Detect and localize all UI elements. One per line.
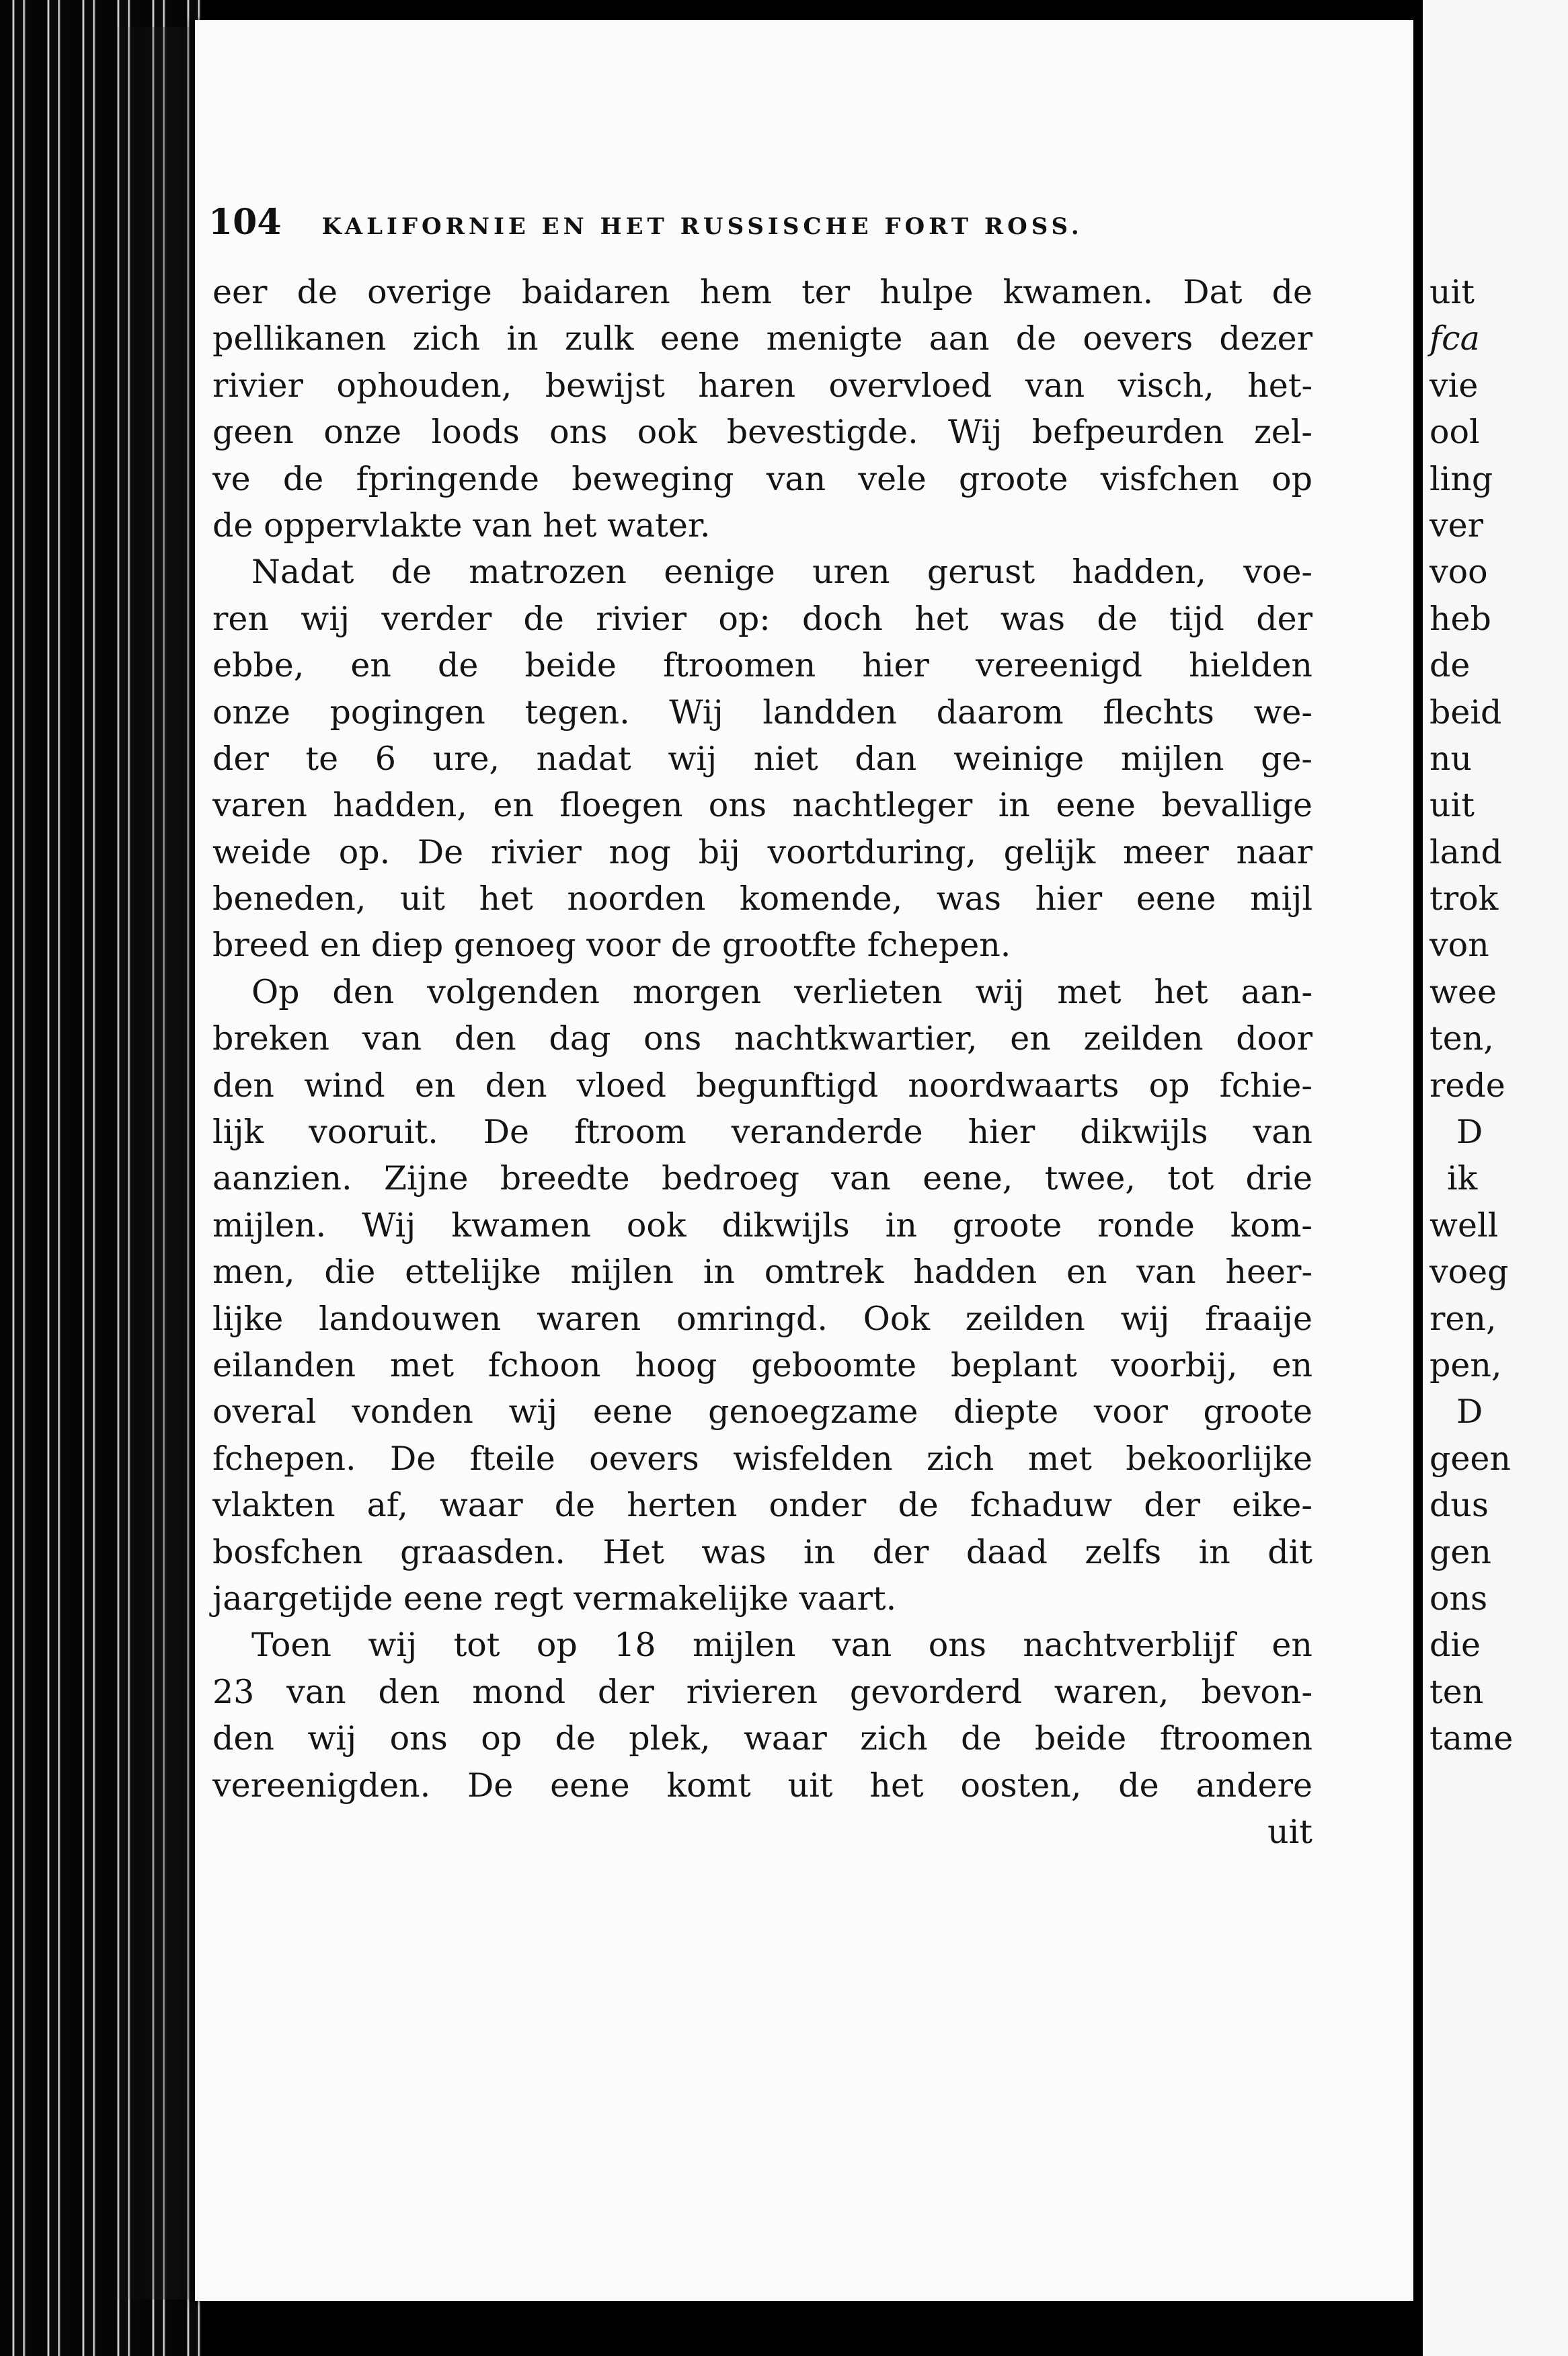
text-line: vereenigden. De eene komt uit het oosten, de andere [212,1766,1312,1805]
page-stack-shadow [108,27,208,2300]
facing-line: fca [1429,319,1480,358]
text-line: lijke landouwen waren omringd. Ook zeilden wij fraaije [212,1299,1312,1338]
text-line: geen onze loods ons ook bevestigde. Wij befpeurden zel- [212,413,1312,452]
text-line: aanzien. Zijne breedte bedroeg van eene, twee, tot drie [212,1159,1312,1198]
catchword: uit [1267,1812,1312,1851]
text-line: den wij ons op de plek, waar zich de beide ftroomen [212,1719,1312,1758]
facing-line: geen [1429,1439,1511,1478]
facing-line: ons [1429,1579,1488,1618]
running-title: KALIFORNIE EN HET RUSSISCHE FORT ROSS. [321,213,1083,240]
text-line: rivier ophouden, bewijst haren overvloed van visch, het- [212,366,1312,405]
text-line: weide op. De rivier nog bij voortduring, gelijk meer naar [212,832,1312,871]
text-line: breed en diep genoeg voor de grootfte fchepen. [212,926,1011,965]
facing-line: de [1429,646,1471,685]
text-line: men, die ettelijke mijlen in omtrek hadden en van heer- [212,1253,1312,1292]
facing-line: pen, [1429,1345,1502,1384]
text-line: breken van den dag ons nachtkwartier, en zeilden door [212,1019,1312,1058]
text-line: der te 6 ure, nadat wij niet dan weinige mijlen ge- [212,739,1312,778]
facing-line: ver [1429,506,1484,545]
facing-line: wee [1429,972,1497,1011]
page-gutter [1413,0,1423,2356]
facing-line: voo [1429,553,1488,592]
text-line: beneden, uit het noorden komende, was hier eene mijl [212,879,1312,918]
facing-line: vie [1429,366,1479,405]
text-line: lijk vooruit. De ftroom veranderde hier dikwijls van [212,1113,1312,1152]
facing-line: von [1429,926,1489,965]
facing-line: ik [1447,1159,1478,1198]
facing-line: beid [1429,693,1502,732]
facing-line: land [1429,832,1502,871]
text-line: Nadat de matrozen eenige uren gerust hadden, voe- [251,553,1312,592]
facing-line: ool [1429,413,1480,452]
text-line: ebbe, en de beide ftroomen hier vereenigd hielden [212,646,1312,685]
text-line: onze pogingen tegen. Wij landden daarom flechts we- [212,693,1312,732]
text-line: vlakten af, waar de herten onder de fchaduw der eike- [212,1486,1312,1525]
text-line: mijlen. Wij kwamen ook dikwijls in groote ronde kom- [212,1206,1312,1245]
text-line: den wind en den vloed begunftigd noordwaarts op fchie- [212,1066,1312,1105]
facing-line: well [1429,1206,1499,1245]
running-header [208,202,1325,262]
text-line: eer de overige baidaren hem ter hulpe kwamen. Dat de [212,273,1312,311]
facing-page-text [1423,269,1568,1762]
text-line: jaargetijde eene regt vermakelijke vaart. [212,1579,897,1618]
facing-line: tame [1429,1719,1514,1758]
facing-line: D [1456,1113,1483,1152]
facing-line: uit [1429,786,1475,825]
facing-line: D [1456,1392,1483,1431]
text-line: ren wij verder de rivier op: doch het was de tijd der [212,599,1312,638]
text-line: ve de fpringende beweging van vele groote visfchen op [212,459,1312,498]
facing-line: voeg [1429,1253,1509,1292]
facing-line: ten, [1429,1019,1494,1058]
text-line: overal vonden wij eene genoegzame diepte voor groote [212,1392,1312,1431]
text-line: varen hadden, en floegen ons nachtleger in eene bevallige [212,786,1312,825]
page-number: 104 [208,202,282,243]
facing-line: nu [1429,739,1473,778]
text-line: fchepen. De fteile oevers wisfelden zich met bekoorlijke [212,1439,1312,1478]
text-line: 23 van den mond der rivieren gevorderd waren, bevon- [212,1672,1312,1711]
facing-line: die [1429,1626,1481,1665]
text-line: Op den volgenden morgen verlieten wij met het aan- [251,972,1312,1011]
facing-line: rede [1429,1066,1505,1105]
text-line: bosfchen graasden. Het was in der daad zelfs in dit [212,1532,1312,1571]
text-line: eilanden met fchoon hoog geboomte beplant voorbij, en [212,1345,1312,1384]
facing-line: heb [1429,599,1491,638]
facing-line: ren, [1429,1299,1497,1338]
body-text [212,269,1312,1855]
facing-line: ten [1429,1672,1484,1711]
text-line: Toen wij tot op 18 mijlen van ons nachtverblijf en [251,1626,1312,1665]
facing-line: gen [1429,1532,1491,1571]
facing-line: trok [1429,879,1499,918]
text-line: pellikanen zich in zulk eene menigte aan de oevers dezer [212,319,1312,358]
text-line: de oppervlakte van het water. [212,506,711,545]
facing-line: uit [1429,273,1475,311]
facing-line: dus [1429,1486,1489,1525]
facing-line: ling [1429,459,1493,498]
